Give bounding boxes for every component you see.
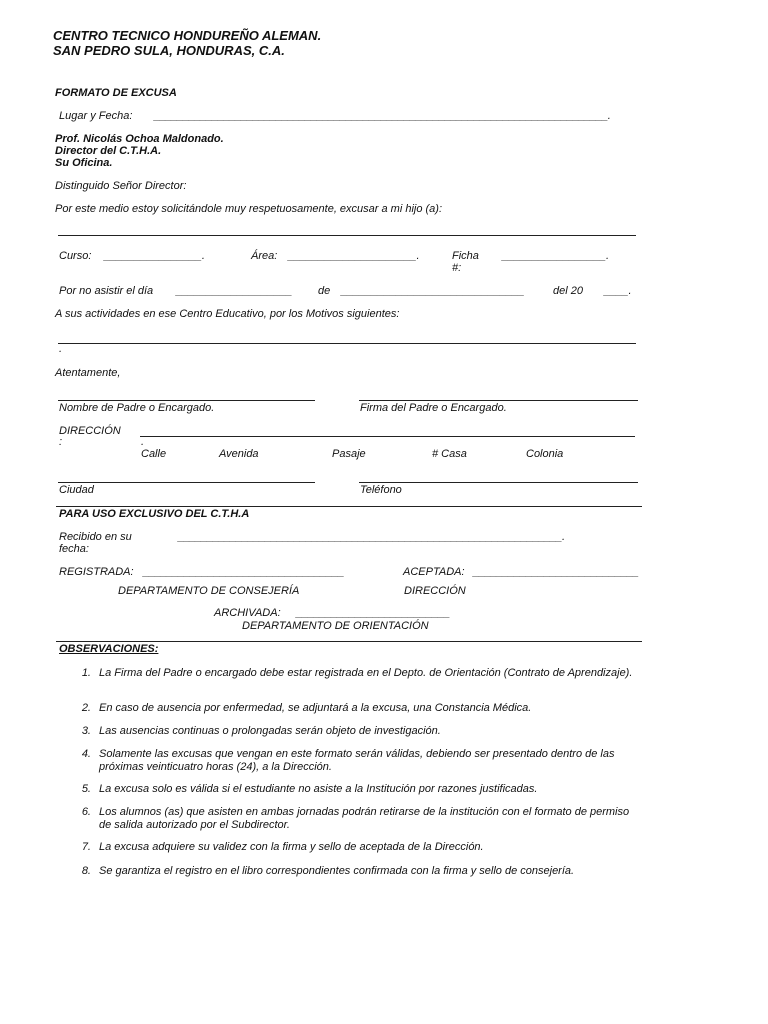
observations-title: OBSERVACIONES: — [59, 643, 159, 655]
request-text: Por este medio estoy solicitándole muy respetuosamente, excusar a mi hijo (a): — [55, 203, 443, 215]
office-use-divider — [56, 506, 642, 507]
student-name-field[interactable] — [58, 235, 636, 236]
accepted-label: ACEPTADA: — [403, 566, 465, 578]
observation-text: En caso de ausencia por enfermedad, se adjuntará a la excusa, una Constancia Médica. — [99, 702, 532, 714]
received-label-line1: Recibido en su — [59, 531, 132, 543]
observation-text: La Firma del Padre o encargado debe estar registrada en el Depto. de Orientación (Contrato de Aprendizaje). — [99, 667, 633, 679]
observation-number: 7. — [81, 841, 91, 853]
accepted-field[interactable]: ____________________________ — [473, 566, 639, 578]
absence-month-field[interactable]: ______________________________ — [341, 285, 525, 297]
observation-text: Las ausencias continuas o prolongadas serán objeto de investigación. — [99, 725, 441, 737]
area-label: Área: — [251, 250, 278, 262]
institution-location: SAN PEDRO SULA, HONDURAS, C.A. — [53, 43, 285, 58]
counseling-dept-label: DEPARTAMENTO DE CONSEJERÍA — [118, 585, 300, 597]
registered-label: REGISTRADA: — [59, 566, 134, 578]
observations-divider — [56, 641, 642, 642]
place-date-label: Lugar y Fecha: — [59, 110, 133, 122]
address-colon: : — [59, 436, 63, 448]
ficha-field[interactable]: _________________. — [502, 250, 610, 262]
parent-signature-field[interactable] — [359, 400, 638, 401]
office-use-title: PARA USO EXCLUSIVO DEL C.T.H.A — [59, 508, 250, 520]
observation-number: 6. — [81, 806, 91, 818]
parent-name-label: Nombre de Padre o Encargado. — [59, 402, 215, 414]
address-street-label: Calle — [141, 448, 167, 460]
parent-signature-label: Firma del Padre o Encargado. — [360, 402, 507, 414]
course-label: Curso: — [59, 250, 92, 262]
direction-label: DIRECCIÓN — [404, 585, 466, 597]
city-label: Ciudad — [59, 484, 94, 496]
place-date-field[interactable]: ______________________________________________________________________________. — [154, 110, 611, 122]
activities-text: A sus actividades en ese Centro Educativo, por los Motivos siguientes: — [55, 308, 400, 320]
orientation-dept-label: DEPARTAMENTO DE ORIENTACIÓN — [242, 620, 429, 632]
phone-label: Teléfono — [360, 484, 402, 496]
address-passage-label: Pasaje — [332, 448, 366, 460]
address-avenue-label: Avenida — [219, 448, 259, 460]
city-field[interactable] — [58, 482, 315, 483]
recipient-office: Su Oficina. — [55, 157, 113, 169]
address-dot: . — [141, 436, 145, 448]
received-date-field[interactable]: __________________________________________________________________. — [178, 531, 565, 543]
reasons-field[interactable] — [58, 343, 636, 344]
recipient-name: Prof. Nicolás Ochoa Maldonado. — [55, 133, 224, 145]
observation-text: Los alumnos (as) que asisten en ambas jornadas podrán retirarse de la institución con el formato de permiso de salida autorizado por el Subdirector. — [99, 806, 630, 831]
observation-number: 8. — [81, 865, 91, 877]
observation-number: 2. — [81, 702, 91, 714]
phone-field[interactable] — [359, 482, 638, 483]
observation-text: La excusa adquiere su validez con la firma y sello de aceptada de la Dirección. — [99, 841, 484, 853]
absence-year-label: del 20 — [553, 285, 583, 297]
observation-number: 5. — [81, 783, 91, 795]
filed-field[interactable]: __________________________ — [296, 607, 450, 619]
form-title: FORMATO DE EXCUSA — [55, 87, 177, 99]
area-field[interactable]: _____________________. — [288, 250, 420, 262]
observation-text: Se garantiza el registro en el libro correspondientes confirmada con la firma y sello de consejería. — [99, 865, 575, 877]
reasons-period: . — [59, 343, 63, 355]
ficha-label: Ficha — [452, 250, 479, 262]
absence-label: Por no asistir el día — [59, 285, 154, 297]
course-field[interactable]: ________________. — [104, 250, 205, 262]
address-label: DIRECCIÓN — [59, 425, 121, 437]
absence-year-field[interactable]: ____. — [604, 285, 632, 297]
absence-of-label: de — [318, 285, 331, 297]
absence-day-field[interactable]: ___________________ — [176, 285, 293, 297]
observation-number: 4. — [81, 748, 91, 760]
parent-name-field[interactable] — [58, 400, 315, 401]
observation-text: Solamente las excusas que vengan en este formato serán válidas, debiendo ser presentado dentro de las próximas veinticuatro horas (24), a la Dirección. — [99, 748, 615, 773]
observation-text: La excusa solo es válida si el estudiante no asiste a la Institución por razones justificadas. — [99, 783, 538, 795]
filed-label: ARCHIVADA: — [214, 607, 281, 619]
received-label-line2: fecha: — [59, 543, 89, 555]
ficha-hash: #: — [452, 262, 462, 274]
registered-field[interactable]: __________________________________ — [143, 566, 345, 578]
address-house-label: # Casa — [432, 448, 467, 460]
salutation: Distinguido Señor Director: — [55, 180, 187, 192]
observation-number: 3. — [81, 725, 91, 737]
institution-name: CENTRO TECNICO HONDUREÑO ALEMAN. — [53, 28, 322, 43]
address-colony-label: Colonia — [526, 448, 564, 460]
recipient-role: Director del C.T.H.A. — [55, 145, 162, 157]
closing-text: Atentamente, — [55, 367, 121, 379]
address-field[interactable] — [140, 436, 635, 437]
observation-number: 1. — [81, 667, 91, 679]
